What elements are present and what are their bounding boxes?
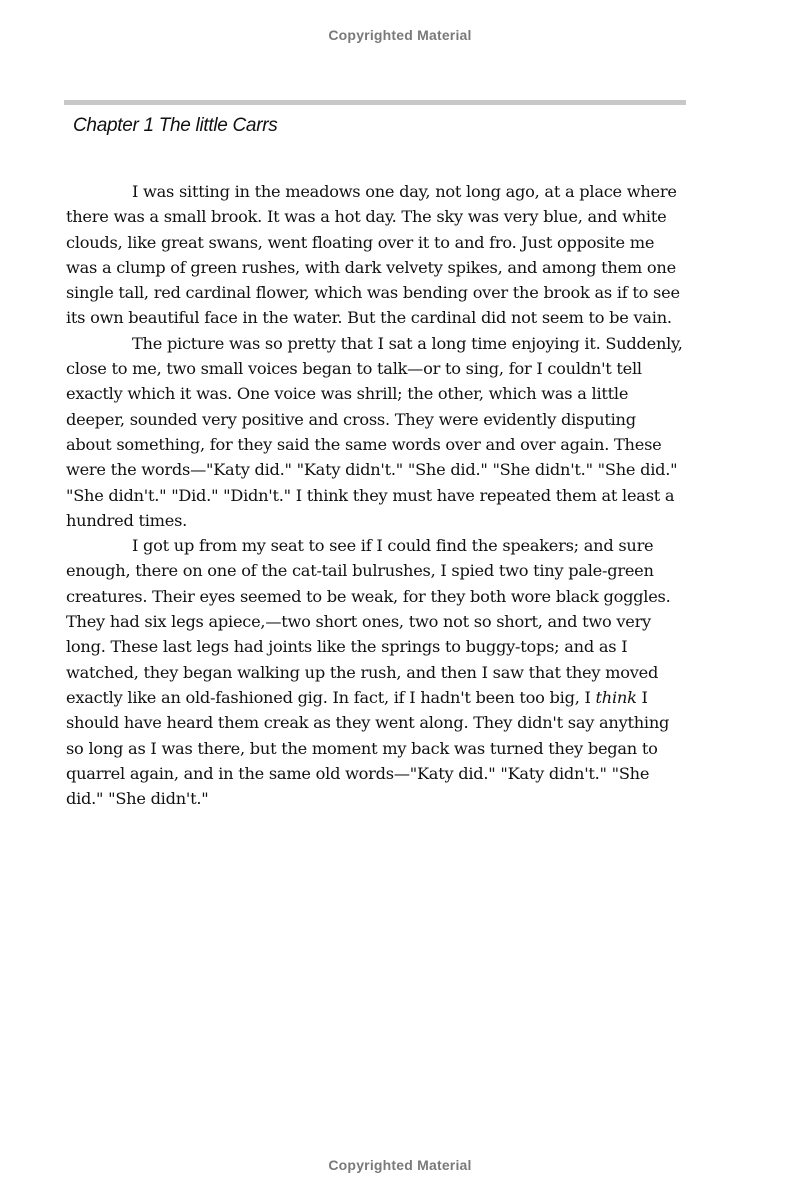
paragraph-2: The picture was so pretty that I sat a long time enjoying it. Suddenly, close to me, two small voices began to talk—or to sing, for I couldn't tell exactly which it was. One voice was shrill; the other, which was a little deeper, sounded very positive and cross. They were evidently disputing about something, for they said the same words over and over again. These were the words—"Katy did." "Katy didn't." "She did." "She didn't." "She did." "She didn't." "Did." "Didn't." I think they must have repeated them at least a hundred times.: [66, 333, 683, 530]
chapter-body: [66, 179, 684, 811]
copyright-watermark-bottom: Copyrighted Material: [328, 1157, 472, 1173]
copyright-watermark-top: Copyrighted Material: [328, 27, 472, 43]
paragraph-1: I was sitting in the meadows one day, not long ago, at a place where there was a small brook. It was a hot day. The sky was very blue, and white clouds, like great swans, went floating over it to and fro. Just opposite me was a clump of green rushes, with dark velvety spikes, and among them one single tall, red cardinal flower, which was bending over the brook as if to see its own beautiful face in the water. But the cardinal did not seem to be vain.: [66, 182, 680, 328]
paragraph-3-part-2: I should have heard them creak as they went along. They didn't say anything so long as I was there, but the moment my back was turned they began to quarrel again, and in the same old words—"Katy did." "Katy didn't." "She did." "She didn't.": [66, 687, 670, 809]
chapter-divider: [64, 100, 686, 105]
paragraph-3: [66, 533, 684, 811]
chapter-title: Chapter 1 The little Carrs: [73, 115, 278, 136]
paragraph-3-part-1: I got up from my seat to see if I could find the speakers; and sure enough, there on one of the cat-tail bulrushes, I spied two tiny pale-green creatures. Their eyes seemed to be weak, for they both wore black goggles. They had six legs apiece,—two short ones, two not so short, and two very long. These last legs had joints like the springs to buggy-tops; and as I watched, they began walking up the rush, and then I saw that they moved exactly like an old-fashioned gig. In fact, if I hadn't been too big, I: [66, 536, 671, 707]
emphasized-word: think: [595, 687, 637, 707]
